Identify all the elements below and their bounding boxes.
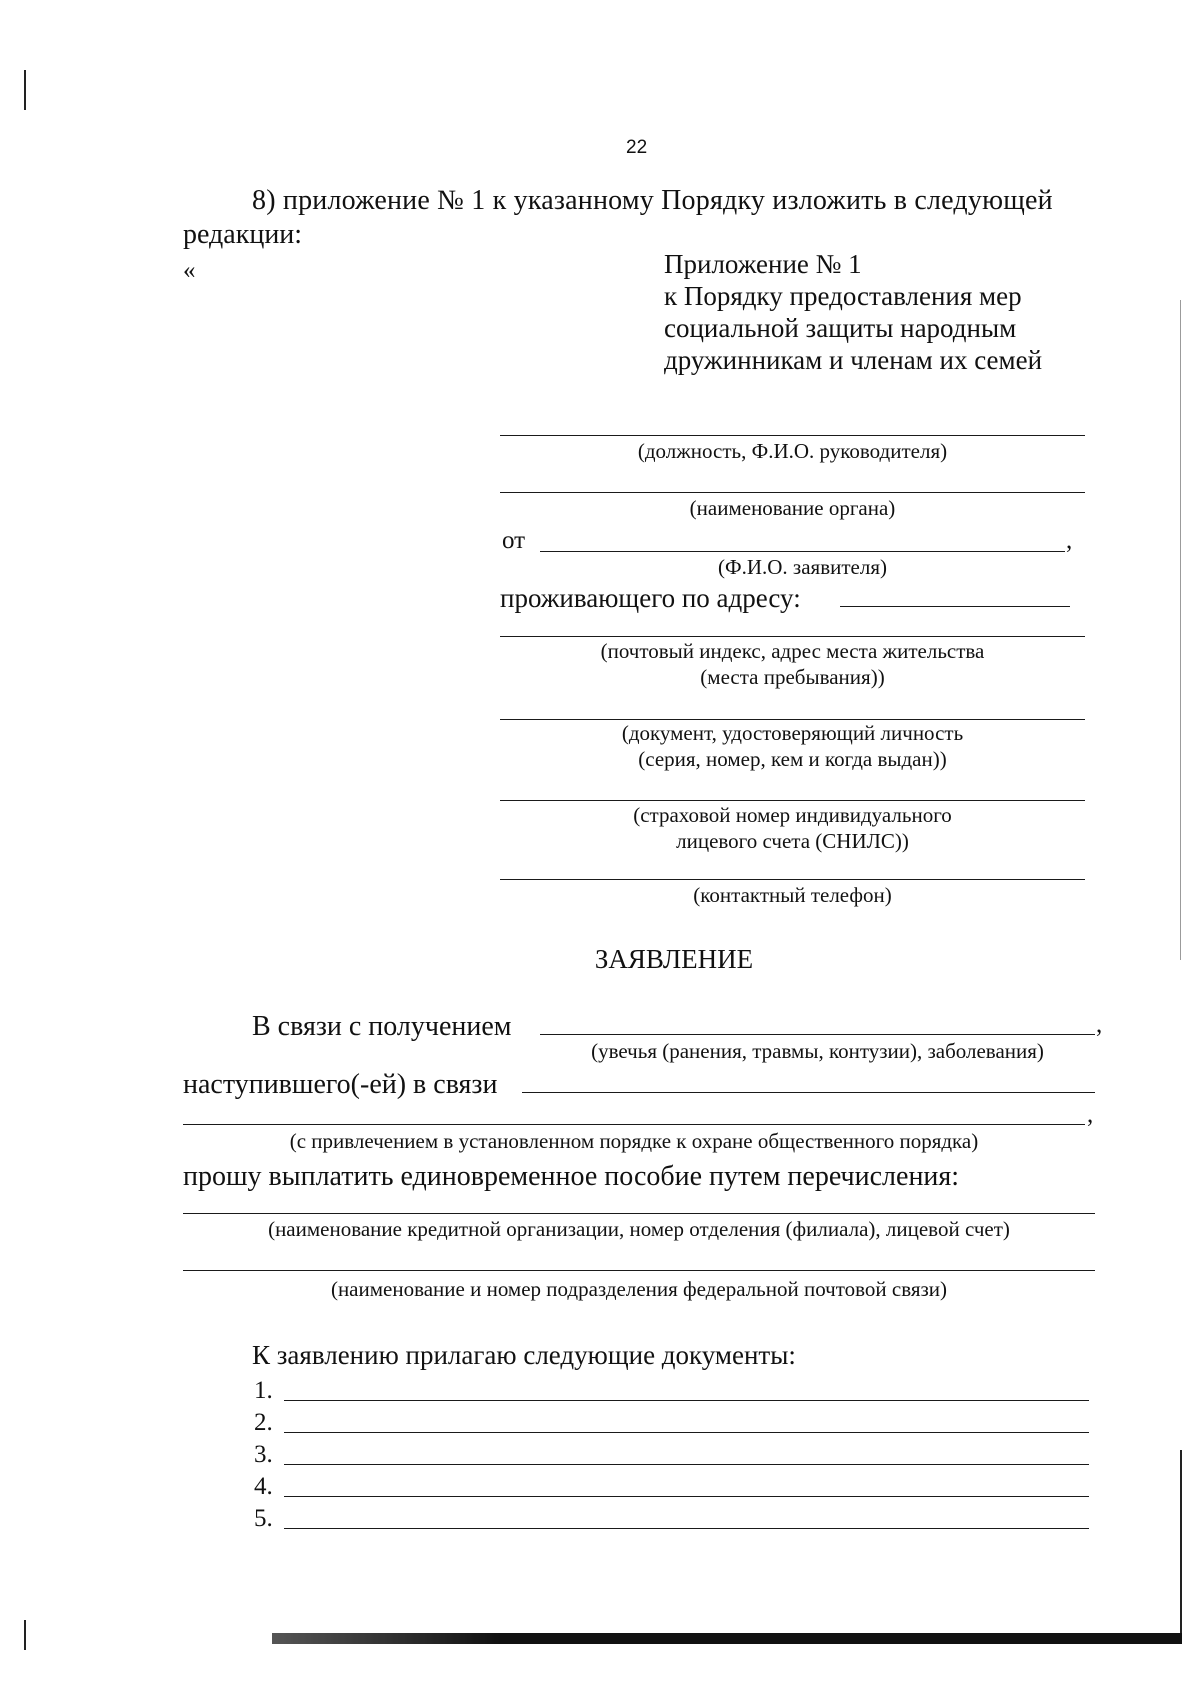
attachment-line-4[interactable] [284, 1496, 1089, 1497]
scan-edge-bottom-left [24, 1620, 26, 1650]
request-text: прошу выплатить единовременное пособие путем перечисления: [183, 1161, 960, 1192]
appendix-heading-1: Приложение № 1 [664, 249, 862, 279]
appendix-heading-2: к Порядку предоставления мер [664, 281, 1022, 311]
attachment-number-1: 1. [254, 1377, 273, 1404]
organ-caption: (наименование органа) [689, 496, 896, 520]
attachment-line-3[interactable] [284, 1464, 1089, 1465]
address-line[interactable] [500, 636, 1085, 637]
snils-caption-1: (страховой номер индивидуального [633, 803, 952, 827]
attachment-number-2: 2. [254, 1409, 273, 1436]
bank-caption: (наименование кредитной организации, номер отделения (филиала), лицевой счет) [268, 1217, 1010, 1241]
injury-caption: (увечья (ранения, травмы, контузии), заболевания) [591, 1039, 1044, 1063]
attachment-number-5: 5. [254, 1505, 273, 1532]
attachment-line-5[interactable] [284, 1528, 1089, 1529]
occurred-line-2[interactable] [183, 1124, 1085, 1125]
organ-line[interactable] [500, 492, 1085, 493]
occurred-line[interactable] [522, 1092, 1095, 1093]
id-caption-1: (документ, удостоверяющий личность [621, 721, 964, 745]
attachment-line-2[interactable] [284, 1432, 1089, 1433]
attachment-number-3: 3. [254, 1441, 273, 1468]
head-caption: (должность, Ф.И.О. руководителя) [637, 439, 948, 463]
scan-edge-left [24, 70, 26, 110]
scan-edge-bottom-right [1180, 1450, 1182, 1640]
applicant-caption: (Ф.И.О. заявителя) [718, 555, 887, 579]
statement-title: ЗАЯВЛЕНИЕ [594, 944, 754, 974]
id-caption-2: (серия, номер, кем и когда выдан)) [638, 747, 947, 771]
post-caption: (наименование и номер подразделения федеральной почтовой связи) [330, 1277, 948, 1301]
page-number: 22 [626, 137, 648, 158]
from-label: от [502, 527, 526, 554]
address-caption-1: (почтовый индекс, адрес места жительства [600, 639, 985, 663]
post-line[interactable] [183, 1270, 1095, 1271]
attachment-number-4: 4. [254, 1473, 273, 1500]
phone-caption: (контактный телефон) [693, 883, 892, 907]
occurred-label: наступившего(-ей) в связи [183, 1069, 498, 1100]
duty-caption: (с привлечением в установленном порядке к охране общественного порядка) [289, 1129, 979, 1153]
attachment-line-1[interactable] [284, 1400, 1089, 1401]
applicant-line[interactable] [540, 551, 1065, 552]
head-line[interactable] [500, 435, 1085, 436]
injury-comma: , [1096, 1011, 1103, 1038]
appendix-heading-4: дружинникам и членам их семей [664, 345, 1043, 375]
occurred-comma: , [1087, 1101, 1094, 1128]
scan-edge-right [1180, 300, 1181, 960]
phone-line[interactable] [500, 879, 1085, 880]
bottom-bar [272, 1633, 1182, 1644]
from-comma: , [1066, 527, 1073, 554]
residing-label: проживающего по адресу: [500, 583, 801, 613]
received-label: В связи с получением [252, 1011, 512, 1042]
snils-caption-2: лицевого счета (СНИЛС)) [676, 829, 909, 853]
attachments-label: К заявлению прилагаю следующие документы: [252, 1340, 796, 1370]
opening-quote: « [183, 257, 196, 284]
snils-line[interactable] [500, 800, 1085, 801]
appendix-heading-3: социальной защиты народным [664, 313, 1017, 343]
intro-line-1: 8) приложение № 1 к указанному Порядку изложить в следующей [252, 185, 1053, 216]
intro-line-2: редакции: [183, 219, 303, 250]
address-caption-2: (места пребывания)) [700, 665, 885, 689]
residing-line-inline[interactable] [840, 606, 1070, 607]
bank-line[interactable] [183, 1213, 1095, 1214]
injury-line[interactable] [540, 1034, 1095, 1035]
